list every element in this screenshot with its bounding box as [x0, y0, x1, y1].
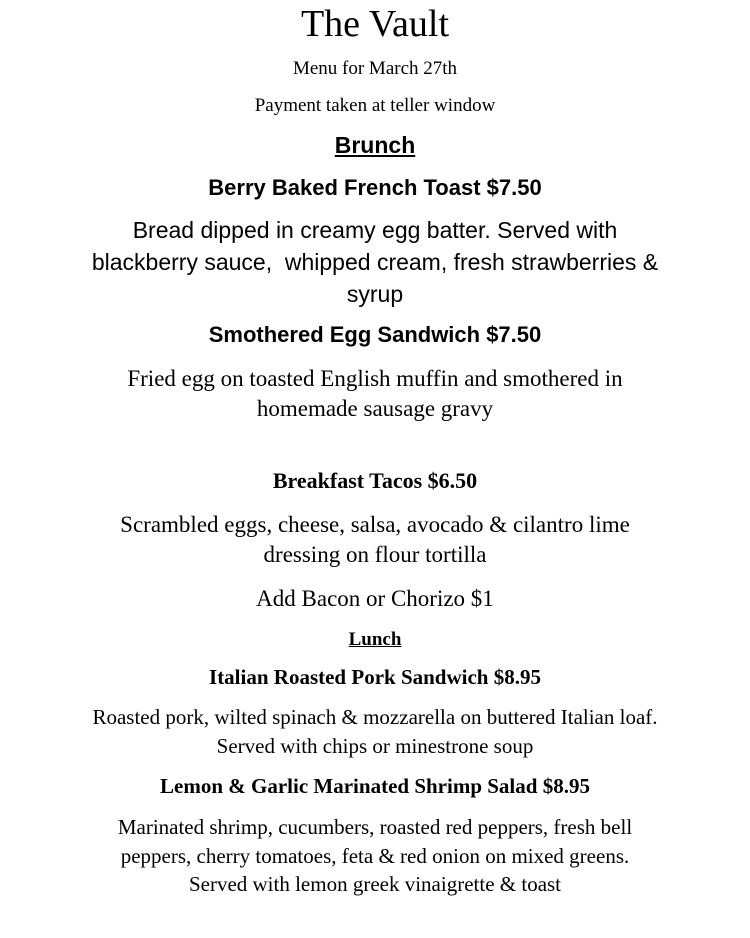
menu-item-description-line: Fried egg on toasted English muffin and smothered in: [127, 366, 623, 391]
menu-item-description-line: dressing on flour tortilla: [263, 542, 487, 567]
menu-item-name: Smothered Egg Sandwich $7.50: [208, 322, 542, 347]
menu-item-name: Lemon & Garlic Marinated Shrimp Salad $8.95: [160, 774, 590, 798]
menu-item-description-line: peppers, cherry tomatoes, feta & red onion on mixed greens.: [120, 844, 630, 868]
menu-item-description-line: syrup: [346, 281, 404, 307]
menu-date: Menu for March 27th: [292, 58, 458, 79]
menu-item-addon: Add Bacon or Chorizo $1: [256, 586, 494, 611]
menu-item-description-line: blackberry sauce, whipped cream, fresh strawberries &: [91, 249, 659, 275]
menu-item-name: Berry Baked French Toast $7.50: [208, 175, 542, 200]
menu-item-description-line: Marinated shrimp, cucumbers, roasted red peppers, fresh bell: [117, 815, 633, 839]
lunch-heading: Lunch: [348, 629, 402, 650]
menu-item-description-line: Scrambled eggs, cheese, salsa, avocado & cilantro lime: [120, 512, 630, 537]
restaurant-title: The Vault: [300, 3, 450, 45]
menu-item-description-line: Served with chips or minestrone soup: [216, 734, 534, 758]
brunch-heading: Brunch: [334, 132, 416, 158]
menu-item-description-line: Roasted pork, wilted spinach & mozzarella on buttered Italian loaf.: [92, 705, 658, 729]
menu-item-description-line: Bread dipped in creamy egg batter. Served with: [132, 217, 618, 243]
menu-item-description-line: Served with lemon greek vinaigrette & toast: [188, 872, 562, 896]
menu-item-description-line: homemade sausage gravy: [256, 396, 494, 421]
menu-item-name: Breakfast Tacos $6.50: [272, 468, 478, 493]
menu-item-name: Italian Roasted Pork Sandwich $8.95: [209, 665, 541, 689]
payment-note: Payment taken at teller window: [254, 95, 496, 116]
